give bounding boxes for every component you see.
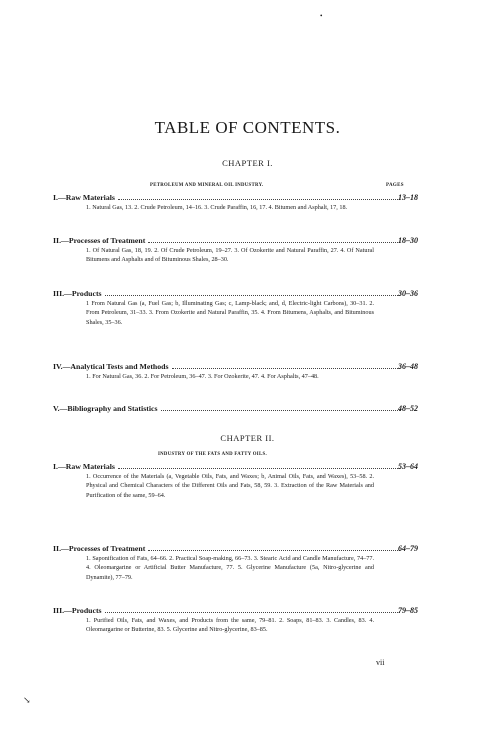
chapter-2-subheading: INDUSTRY OF THE FATS AND FATTY OILS. (158, 452, 267, 457)
chapter-2-heading: CHAPTER II. (220, 433, 275, 443)
pages-column-header: PAGES (386, 183, 404, 188)
page-range: 18–30 (398, 236, 418, 245)
ch2-entry-processes (53, 544, 418, 582)
leader-dots (105, 295, 400, 296)
page-range: 79–85 (398, 606, 418, 615)
page-title: TABLE OF CONTENTS. (154, 118, 341, 137)
chapter-1-heading: CHAPTER I. (222, 158, 273, 168)
entry-label: III.—Products (53, 289, 102, 298)
leader-dots (148, 550, 400, 551)
entry-label: I.—Raw Materials (53, 193, 115, 202)
page-range: 36–48 (398, 362, 418, 371)
entry-label: III.—Products (53, 606, 102, 615)
page-range: 30–36 (398, 289, 418, 298)
entry-label: V.—Bibliography and Statistics (53, 404, 158, 413)
entry-description: 1. Occurrence of the Materials (a, Vegetable Oils, Fats, and Waxes; b, Animal Oils, Fats, and Waxes), 53–58. 2. Physical and Chemical Characters of the Different Oils and Fats, 58, 59. 3. Extraction of the Raw Materials and Purification of the same, 59–64. (86, 473, 374, 499)
leader-dots (172, 368, 400, 369)
entry-label: IV.—Analytical Tests and Methods (53, 362, 169, 371)
leader-dots (118, 468, 400, 469)
entry-description: 1. For Natural Gas, 36. 2. For Petroleum, 36–47. 3. For Ozokerite, 47. 4. For Asphalts, 47–48. (86, 373, 319, 380)
ch1-entry-products (53, 289, 418, 327)
top-mark: • (320, 12, 323, 20)
leader-dots (161, 410, 401, 411)
entry-label: II.—Processes of Treatment (53, 236, 146, 245)
ch1-entry-bibliography (53, 404, 418, 413)
entry-description: 1. Purified Oils, Fats, and Waxes, and Products from the same, 79–81. 2. Soaps, 81–83. 3. Candles, 83. 4. Oleomargarine or Butterine, 83. 5. Glycerine and Nitro-glycerine, 83–85. (86, 617, 374, 634)
ch1-entry-processes (53, 236, 418, 265)
entry-description: 1. Of Natural Gas, 18, 19. 2. Of Crude Petroleum, 19–27. 3. Of Ozokerite and Natural Paraffin, 27. 4. Of Natural Bitumens and Asphalts and of Bituminous Shales, 28–30. (86, 247, 374, 264)
chapter-1-subheading: PETROLEUM AND MINERAL OIL INDUSTRY. (150, 183, 264, 188)
page-range: 64–79 (398, 544, 418, 553)
page-range: 53–64 (398, 462, 418, 471)
entry-description: 1 From Natural Gas (a, Fuel Gas; b, Illuminating Gas; c, Lamp-black; and, d, Electric-light Carbons), 30–31. 2. From Petroleum, 31–33. 3. From Ozokerite and Natural Paraffin, 35. 4. From Bitumens, Asphalts, and Bituminous Shales, 35–36. (86, 300, 374, 326)
entry-label: I.—Raw Materials (53, 462, 115, 471)
ch1-entry-raw-materials (53, 193, 418, 212)
ch1-entry-analytical (53, 362, 418, 381)
page-range: 48–52 (398, 404, 418, 413)
leader-dots (118, 199, 400, 200)
entry-label: II.—Processes of Treatment (53, 544, 146, 553)
entry-description: 1. Saponification of Fats, 64–66. 2. Practical Soap-making, 66–73. 3. Stearic Acid and Candle Manufacture, 74–77. 4. Oleomargarine or Artificial Butter Manufacture, 77. 5. Glycerine Manufacture (5a, Nitro-glycerine and Dynamite), 77–79. (86, 555, 374, 581)
margin-mark: ↘ (23, 695, 31, 705)
ch2-entry-products (53, 606, 418, 635)
leader-dots (105, 612, 400, 613)
leader-dots (148, 242, 400, 243)
entry-description: 1. Natural Gas, 13. 2. Crude Petroleum, 14–16. 3. Crude Paraffin, 16, 17. 4. Bitumen and Asphalt, 17, 18. (86, 204, 348, 211)
page-folio: vii (376, 658, 385, 667)
page-range: 13–18 (398, 193, 418, 202)
ch2-entry-raw-materials (53, 462, 418, 500)
